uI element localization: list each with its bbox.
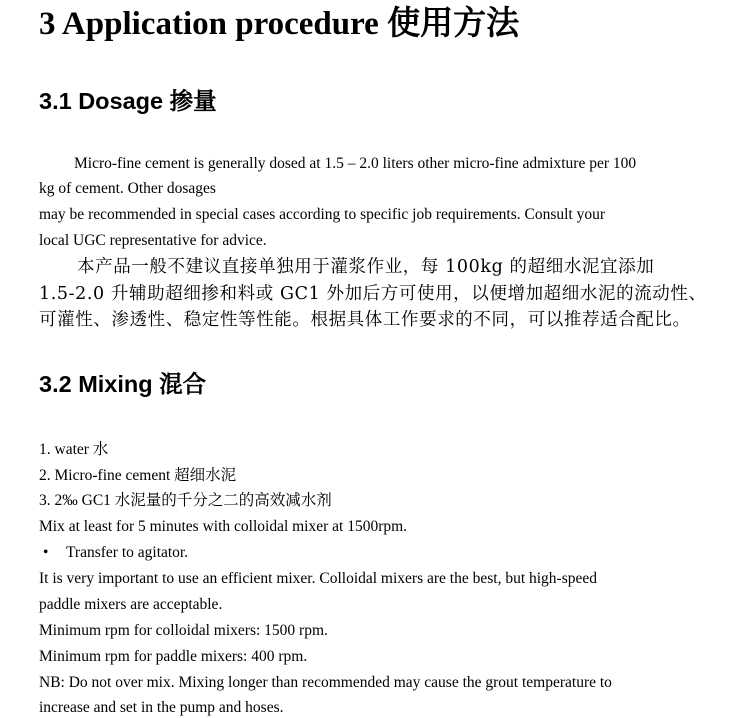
- mixing-note-line: It is very important to use an efficient mixer. Colloidal mixers are the best, but high-speed: [39, 570, 598, 587]
- mixing-note-line: NB: Do not over mix. Mixing longer than recommended may cause the grout temperature to: [39, 674, 612, 691]
- mixing-instruction: Mix at least for 5 minutes with colloidal mixer at 1500rpm.: [39, 518, 408, 535]
- bullet-text: Transfer to agitator.: [66, 544, 189, 561]
- dosage-en-line: local UGC representative for advice.: [39, 232, 267, 249]
- mixing-note-line: Minimum rpm for paddle mixers: 400 rpm.: [39, 648, 308, 665]
- subsection-heading-dosage: 3.1 Dosage 掺量: [39, 88, 217, 114]
- mixing-step: 1. water 水: [39, 441, 109, 458]
- subsection-heading-mixing: 3.2 Mixing 混合: [39, 371, 207, 397]
- mixing-step: 2. Micro-fine cement 超细水泥: [39, 467, 237, 484]
- mixing-note-line: increase and set in the pump and hoses.: [39, 699, 284, 716]
- dosage-en-line: Micro-fine cement is generally dosed at 1.5 – 2.0 liters other micro-fine admixture per 100: [74, 155, 637, 172]
- mixing-note-line: Minimum rpm for colloidal mixers: 1500 rpm.: [39, 622, 328, 639]
- dosage-en-line: may be recommended in special cases according to specific job requirements. Consult your: [39, 206, 605, 223]
- mixing-note-line: paddle mixers are acceptable.: [39, 596, 223, 613]
- section-heading-application-procedure: 3 Application procedure 使用方法: [39, 6, 520, 42]
- mixing-bullet-item: [39, 543, 188, 563]
- bullet-icon: •: [43, 544, 49, 561]
- dosage-zh-line: 1.5-2.0 升辅助超细掺和料或 GC1 外加后方可使用，以便增加超细水泥的流动性、: [39, 284, 707, 304]
- mixing-step: 3. 2‰ GC1 水泥量的千分之二的高效减水剂: [39, 492, 332, 509]
- dosage-en-line: kg of cement. Other dosages: [39, 180, 216, 197]
- dosage-zh-line: 可灌性、渗透性、稳定性等性能。根据具体工作要求的不同，可以推荐适合配比。: [39, 310, 691, 330]
- dosage-zh-line: 本产品一般不建议直接单独用于灌浆作业，每 100kg 的超细水泥宜添加: [77, 257, 655, 277]
